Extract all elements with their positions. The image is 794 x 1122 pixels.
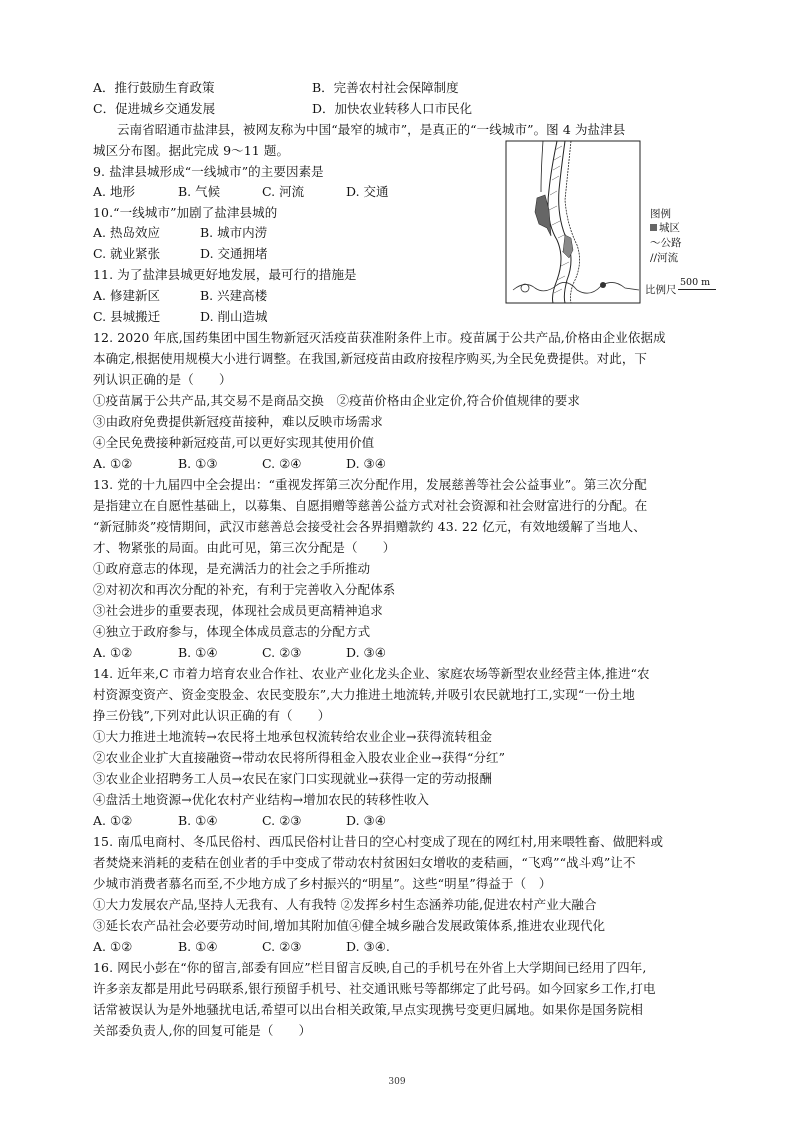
q15-line-2: 者焚烧来消耗的麦秸在创业者的手中变成了带动农村贫困妇女增收的麦秸画，“飞鸡”“战斗鸡”让不 (93, 855, 636, 870)
q11-stem: 11. 为了盐津县城更好地发展，最可行的措施是 (93, 267, 357, 282)
legend-title: 图例 (650, 208, 671, 220)
q8-option-d[interactable]: D．加快农业转移人口市民化 (312, 101, 473, 116)
q14-line-7: ④盘活土地资源→优化农村产业结构→增加农民的转移性收入 (93, 792, 430, 807)
q12-line-3: 列认识正确的是（ ） (93, 372, 232, 387)
road-line-icon: ～ (650, 237, 661, 249)
scale-bar (678, 289, 716, 290)
q9-option-c[interactable]: C. 河流 (262, 184, 305, 199)
q12-line-4: ①疫苗属于公共产品,其交易不是商品交换 ②疫苗价格由企业定价,符合价值规律的要求 (93, 393, 580, 408)
q14-line-6: ③农业企业招聘务工人员→农民在家门口实现就业→获得一定的劳动报酬 (93, 771, 493, 786)
q16-line-3: 话常被误认为是外地骚扰电话,希望可以出台相关政策,早点实现携号变更归属地。如果你是国务院相 (93, 1002, 643, 1017)
q9-option-d[interactable]: D. 交通 (346, 184, 389, 199)
river-hatch-icon: // (650, 252, 658, 264)
q13-option-b[interactable]: B. ①④ (178, 645, 218, 660)
q14-option-a[interactable]: A. ①② (93, 813, 133, 828)
q13-line-2: 是指建立在自愿性基础上，以募集、自愿捐赠等慈善公益方式对社会资源和社会财富进行的分配。在 (93, 498, 648, 513)
q14-line-3: 挣三份钱”,下列对此认识正确的有（ ） (93, 708, 331, 723)
q13-line-5: ①政府意志的体现，是充满活力的社会之手所推动 (93, 561, 371, 576)
city-swatch-icon (650, 224, 657, 231)
q10-option-a[interactable]: A. 热岛效应 (93, 225, 160, 240)
q14-line-5: ②农业企业扩大直接融资→带动农民将所得租金入股农业企业→获得“分红” (93, 750, 506, 765)
q9-option-a[interactable]: A. 地形 (93, 184, 135, 199)
q15-option-b[interactable]: B. ①④ (178, 939, 218, 954)
q13-line-6: ②对初次和再次分配的补充，有利于完善收入分配体系 (93, 582, 396, 597)
q11-option-d[interactable]: D. 削山造城 (200, 309, 268, 324)
q14-line-1: 14. 近年来,C 市着力培育农业合作社、农业产业化龙头企业、家庭农场等新型农业经营主体,推进“农 (93, 666, 650, 681)
q16-line-1: 16. 网民小彭在“你的留言,部委有回应”栏目留言反映,自己的手机号在外省上大学期间已经用了四年, (93, 960, 647, 975)
q12-option-c[interactable]: C. ②④ (262, 456, 302, 471)
q8-option-c[interactable]: C．促进城乡交通发展 (93, 101, 216, 116)
q12-option-a[interactable]: A. ①② (93, 456, 133, 471)
scale-label: 比例尺 (645, 284, 677, 296)
q14-option-c[interactable]: C. ②③ (262, 813, 302, 828)
q10-option-d[interactable]: D. 交通拥堵 (200, 246, 268, 261)
q12-line-5: ③由政府免费提供新冠疫苗接种，难以反映市场需求 (93, 414, 383, 429)
q10-option-c[interactable]: C. 就业紧张 (93, 246, 161, 261)
intro-line-2: 城区分布图。据此完成 9～11 题。 (93, 143, 290, 158)
q13-option-d[interactable]: D. ③④ (346, 645, 386, 660)
legend-river-label: 河流 (657, 252, 679, 264)
legend-city (650, 222, 680, 235)
q11-option-a[interactable]: A. 修建新区 (93, 288, 160, 303)
q11-option-c[interactable]: C. 县城搬迁 (93, 309, 161, 324)
legend-city-label: 城区 (659, 222, 680, 234)
legend-road-label: 公路 (660, 237, 682, 249)
q15-line-5: ③延长农产品社会必要劳动时间,增加其附加值④健全城乡融合发展政策体系,推进农业现代化 (93, 918, 606, 933)
intro-line-1: 云南省昭通市盐津县，被网友称为中国“最窄的城市”，是真正的“一线城市”。图 4 为盐津县 (117, 122, 626, 137)
q15-line-1: 15. 南瓜电商村、冬瓜民俗村、西瓜民俗村让昔日的空心村变成了现在的网红村,用来喂牲畜、做肥料或 (93, 834, 664, 849)
q13-option-a[interactable]: A. ①② (93, 645, 133, 660)
q11-option-b[interactable]: B. 兴建高楼 (200, 288, 268, 303)
q13-line-1: 13. 党的十九届四中全会提出：“重视发挥第三次分配作用，发展慈善等社会公益事业”。第三次分配 (93, 477, 647, 492)
q13-line-4: 才、物紧张的局面。由此可见，第三次分配是（ ） (93, 540, 396, 555)
q14-line-2: 村资源变资产、资金变股金、农民变股东”,大力推进土地流转,并吸引农民就地打工,实现“一份土地 (93, 687, 635, 702)
legend-road (650, 237, 682, 250)
q15-option-c[interactable]: C. ②③ (262, 939, 302, 954)
q15-option-a[interactable]: A. ①② (93, 939, 133, 954)
q12-line-6: ④全民免费接种新冠疫苗,可以更好实现其使用价值 (93, 435, 375, 450)
q13-line-8: ④独立于政府参与，体现全体成员意志的分配方式 (93, 624, 371, 639)
q14-option-b[interactable]: B. ①④ (178, 813, 218, 828)
q14-option-d[interactable]: D. ③④ (346, 813, 386, 828)
q16-line-4: 关部委负责人,你的回复可能是（ ） (93, 1023, 312, 1038)
q13-option-c[interactable]: C. ②③ (262, 645, 302, 660)
q16-line-2: 许多亲友都是用此号码联系,银行预留手机号、社交通讯账号等都绑定了此号码。如今回家乡工作,打电 (93, 981, 656, 996)
q12-option-d[interactable]: D. ③④ (346, 456, 386, 471)
q12-option-b[interactable]: B. ①③ (178, 456, 218, 471)
q9-option-b[interactable]: B. 气候 (178, 184, 221, 199)
q15-line-4: ①大力发展农产品,坚持人无我有、人有我特 ②发挥乡村生态涵养功能,促进农村产业大融合 (93, 897, 597, 912)
q15-line-3: 少城市消费者慕名而至,不少地方成了乡村振兴的“明星”。这些“明星”得益于（ ） (93, 876, 552, 891)
q10-option-b[interactable]: B. 城市内涝 (200, 225, 268, 240)
q10-stem: 10.“一线城市”加剧了盐津县城的 (93, 205, 278, 220)
q8-option-b[interactable]: B．完善农村社会保障制度 (312, 80, 459, 95)
scale-value: 500 m (680, 277, 711, 288)
q12-line-2: 本确定,根据使用规模大小进行调整。在我国,新冠疫苗由政府按程序购买,为全民免费提供。对此，下 (93, 351, 648, 366)
q9-stem: 9. 盐津县城形成“一线城市”的主要因素是 (93, 164, 324, 179)
q14-line-4: ①大力推进土地流转→农民将土地承包权流转给农业企业→获得流转租金 (93, 729, 493, 744)
q13-line-3: “新冠肺炎”疫情期间，武汉市慈善总会接受社会各界捐赠款约 43. 22 亿元，有效地缓解了当地人、 (93, 519, 646, 534)
q12-line-1: 12. 2020 年底,国药集团中国生物新冠灭活疫苗获准附条件上市。疫苗属于公共产品,价格由企业依据成 (93, 330, 666, 345)
q15-option-d[interactable]: D. ③④. (346, 939, 390, 954)
q8-option-a[interactable]: A．推行鼓励生育政策 (93, 80, 215, 95)
legend-river (650, 252, 678, 265)
page-number: 309 (388, 1077, 406, 1087)
q13-line-7: ③社会进步的重要表现，体现社会成员更高精神追求 (93, 603, 383, 618)
